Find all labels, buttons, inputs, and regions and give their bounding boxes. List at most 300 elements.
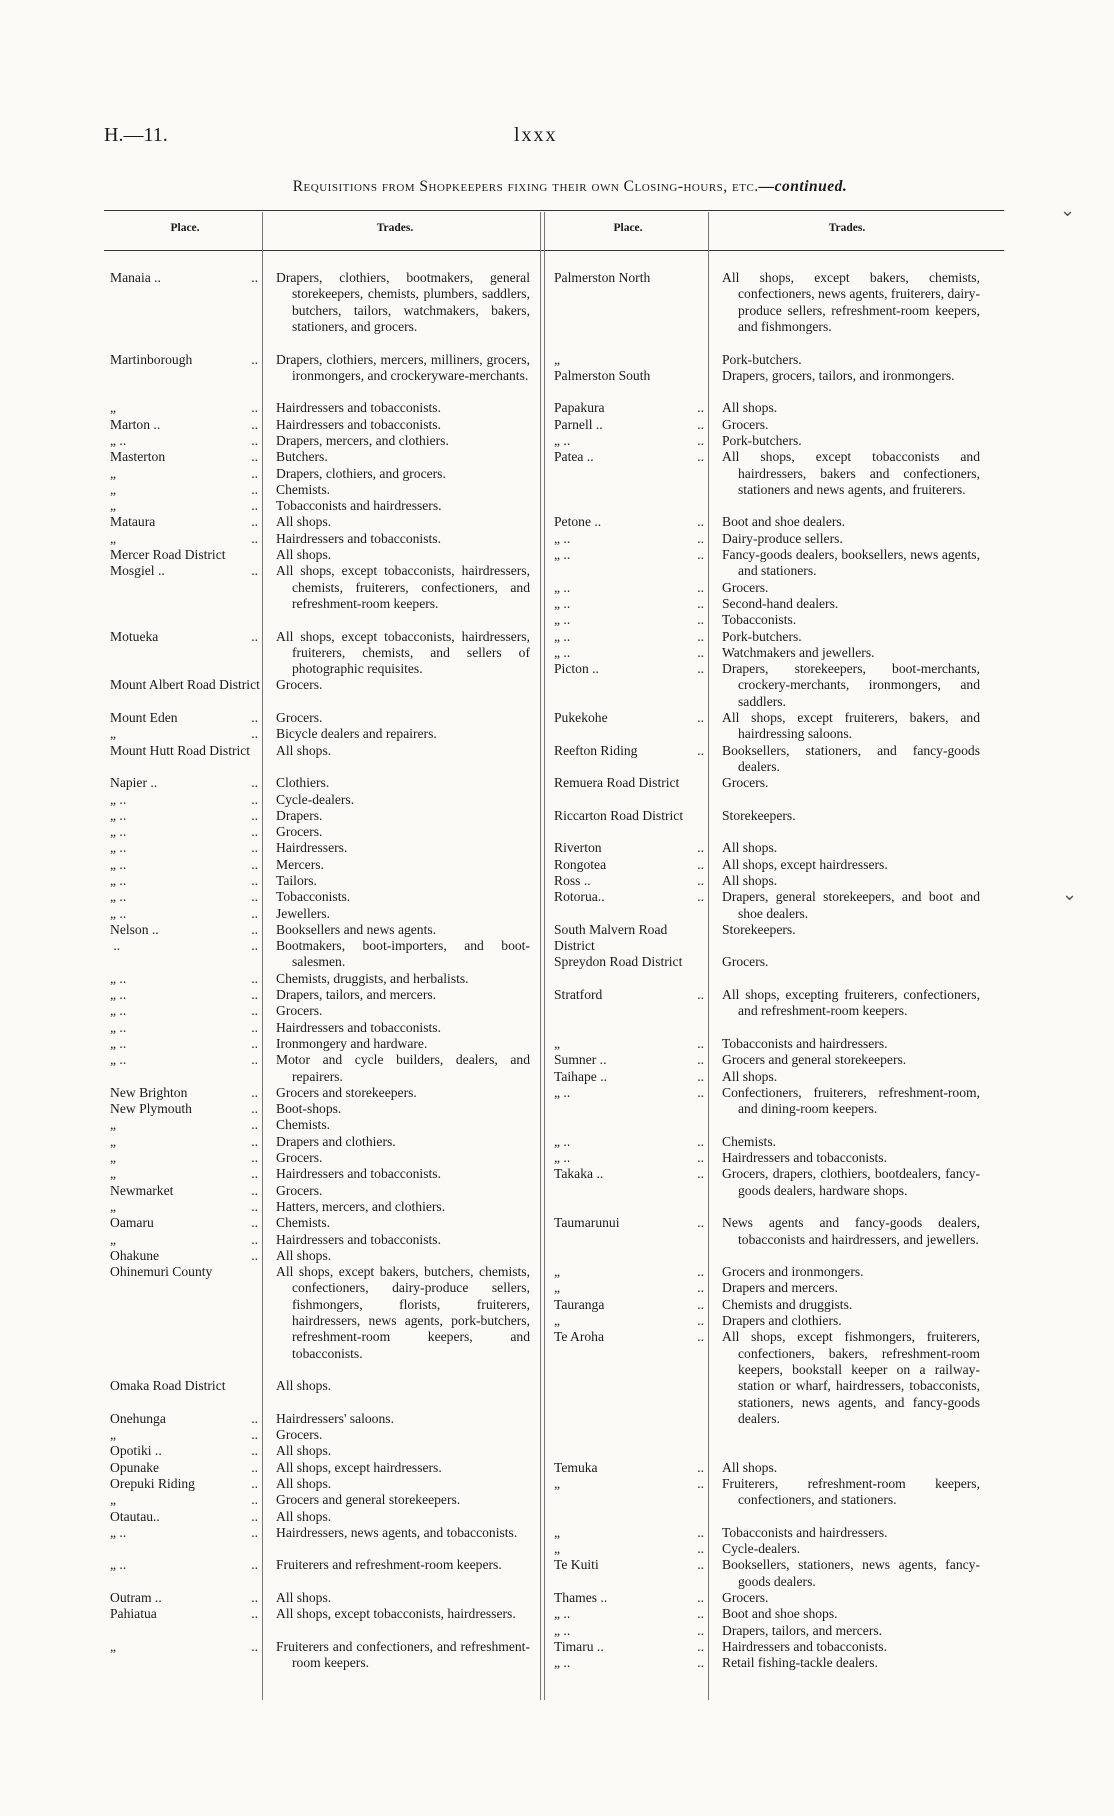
table-row (102, 824, 532, 840)
table-row (546, 661, 984, 710)
table-row (102, 906, 532, 922)
trades-cell (262, 1183, 530, 1199)
trades-cell (708, 400, 980, 416)
place-name: „ (110, 1492, 117, 1508)
trades-text: Hairdressers. (276, 840, 348, 856)
trades-text: Drapers, grocers, tailors, and ironmongers. (722, 367, 955, 383)
table-row (546, 857, 980, 873)
table-row (102, 1378, 532, 1411)
trades-cell (708, 1639, 980, 1655)
trades-cell (262, 775, 530, 791)
trades-text: Pork-butchers. (722, 432, 802, 448)
trades-text: Drapers and clothiers. (276, 1133, 396, 1149)
place-cell (102, 498, 262, 514)
table-row (102, 1606, 532, 1639)
trades-cell (708, 742, 984, 776)
trades-cell (708, 270, 984, 352)
place-cell (546, 873, 708, 889)
leader-dots: .. (251, 1019, 258, 1035)
place-cell (102, 906, 262, 922)
place-name: „ .. (110, 1019, 127, 1035)
trades-text: Drapers, mercers, and clothiers. (276, 432, 449, 448)
place-name: Tauranga (554, 1296, 605, 1312)
trades-text: All shops, excepting fruiterers, confectioners, and refreshment-room keepers. (722, 987, 984, 1019)
table-row (102, 743, 532, 776)
place-cell (102, 677, 262, 710)
leader-dots: .. (251, 1476, 258, 1491)
trades-text: Tailors. (276, 873, 317, 888)
leader-dots: .. (251, 1410, 258, 1426)
table-row (102, 352, 532, 401)
table-row (102, 1166, 532, 1182)
trades-cell (708, 433, 980, 449)
trades-cell (262, 1427, 530, 1443)
place-cell (546, 596, 708, 612)
leader-dots: .. (697, 1524, 704, 1540)
trades-cell (708, 857, 980, 873)
place-cell (102, 726, 262, 742)
leader-dots: .. (251, 1215, 258, 1231)
table-row (546, 1150, 980, 1166)
leader-dots: .. (697, 547, 704, 563)
place-name: „ (110, 1150, 117, 1166)
table-row (102, 971, 532, 987)
leader-dots: .. (251, 726, 258, 742)
table-row (102, 840, 532, 856)
table-header-rule (104, 250, 1004, 251)
place-name: Newmarket (110, 1182, 174, 1198)
place-cell (546, 1525, 708, 1541)
table-row (102, 677, 532, 710)
place-cell (546, 1557, 708, 1590)
trades-text: Second-hand dealers. (722, 595, 839, 611)
leader-dots: .. (251, 1035, 258, 1051)
place-cell (102, 1166, 262, 1182)
place-cell (102, 1427, 262, 1443)
trades-cell (708, 449, 984, 514)
place-name: Marton .. (110, 416, 161, 432)
place-name: Taihape .. (554, 1068, 608, 1084)
column-divider (540, 212, 541, 1700)
leader-dots: .. (251, 270, 258, 285)
place-cell (102, 531, 262, 547)
table-row (546, 531, 980, 547)
leader-dots: .. (251, 1508, 258, 1524)
trades-cell (262, 922, 530, 938)
trades-text: Chemists. (276, 1117, 331, 1133)
table-row (546, 368, 980, 401)
place-name: Ross .. (554, 873, 591, 888)
table-row (546, 1052, 980, 1068)
place-cell (102, 1411, 262, 1427)
trades-text: Grocers and general storekeepers. (276, 1492, 461, 1508)
place-name: Motueka (110, 628, 159, 644)
table-row (546, 1297, 980, 1313)
trades-cell (262, 792, 530, 808)
trades-cell (262, 547, 530, 563)
trades-cell (262, 1085, 530, 1101)
trades-text: Grocers and storekeepers. (276, 1084, 417, 1100)
trades-text: Butchers. (276, 449, 328, 465)
trades-text: All shops, except tobacconists and hairdressers, bakers and confectioners, stationers and news agents, and fruiterers. (722, 449, 984, 497)
leader-dots: .. (251, 856, 258, 872)
trades-cell (262, 449, 530, 465)
trades-cell (708, 922, 980, 955)
trades-cell (262, 1525, 530, 1558)
table-row (546, 954, 980, 987)
trades-text: News agents and fancy-goods dealers, tobacconists and hairdressers, and jewellers. (722, 1215, 984, 1247)
place-cell (102, 775, 262, 791)
place-name: „ (110, 726, 117, 742)
leader-dots: .. (251, 1084, 258, 1100)
place-name: Thames .. (554, 1590, 608, 1606)
place-cell (546, 1215, 708, 1264)
place-cell (102, 1378, 262, 1411)
trades-cell (708, 1460, 980, 1476)
leader-dots: .. (697, 987, 704, 1003)
leader-dots: .. (697, 1476, 704, 1491)
table-row (102, 1232, 532, 1248)
place-cell (546, 1623, 708, 1639)
trades-cell (262, 1215, 530, 1231)
trades-cell (708, 987, 984, 1036)
trades-text: Confectioners, fruiterers, refreshment-room, and dining-room keepers. (722, 1084, 984, 1117)
table-row (546, 1655, 980, 1671)
place-name: „ .. (110, 840, 127, 856)
trades-cell (262, 1476, 530, 1492)
trades-cell (262, 482, 530, 498)
trades-cell (708, 629, 980, 645)
place-cell (102, 466, 262, 482)
page-reference: H.—11. (104, 124, 168, 146)
leader-dots: .. (697, 449, 704, 465)
place-name: Opunake (110, 1459, 160, 1475)
table-row (102, 792, 532, 808)
leader-dots: .. (697, 644, 704, 660)
place-name: „ (110, 1427, 117, 1443)
place-cell (102, 1085, 262, 1101)
trades-cell (708, 840, 980, 856)
place-cell (102, 873, 262, 889)
table-row (102, 547, 532, 563)
table-row (546, 889, 984, 922)
trades-text: Fruiterers and refreshment-room keepers. (276, 1557, 502, 1573)
leader-dots: .. (251, 970, 258, 986)
leader-dots: .. (697, 628, 704, 644)
trades-cell (708, 954, 980, 987)
trades-text: All shops. (276, 1476, 332, 1491)
place-name: „ .. (110, 1524, 127, 1540)
place-name: „ (554, 1280, 561, 1296)
place-name: „ (110, 1198, 117, 1214)
trades-text: All shops, except bakers, chemists, confectioners, news agents, fruiterers, dairy-produce sellers, refreshment-room keepers, and fishmongers. (722, 270, 984, 334)
table-row (546, 1313, 980, 1329)
trades-cell (708, 1606, 980, 1622)
trades-text: Grocers. (276, 824, 323, 840)
leader-dots: .. (251, 1247, 258, 1263)
place-cell (546, 1541, 708, 1557)
trades-text: All shops. (722, 1459, 778, 1475)
trades-cell (708, 1084, 984, 1134)
table-row (102, 1134, 532, 1150)
place-cell (546, 954, 708, 987)
leader-dots: .. (251, 481, 258, 497)
leader-dots: .. (251, 1524, 258, 1540)
table-row (102, 1183, 532, 1199)
place-name: Mercer Road District (110, 547, 226, 563)
table-row (546, 742, 984, 776)
trades-cell (708, 1541, 980, 1557)
trades-text: Pork-butchers. (722, 628, 802, 644)
place-cell (102, 1248, 262, 1264)
leader-dots: .. (251, 840, 258, 856)
trades-cell (262, 466, 530, 482)
place-name: „ .. (110, 1003, 127, 1019)
place-name: „ .. (554, 1655, 571, 1671)
trades-cell (708, 1150, 980, 1166)
trades-text: Ironmongery and hardware. (276, 1035, 428, 1051)
place-cell (102, 1199, 262, 1215)
place-cell (546, 1166, 708, 1215)
table-row (546, 612, 980, 628)
place-name: „ (554, 351, 561, 367)
trades-text: All shops. (276, 514, 332, 530)
left-table-column (102, 270, 532, 1672)
trades-cell (708, 775, 980, 808)
place-cell (546, 922, 708, 955)
trades-text: Drapers, clothiers, mercers, milliners, grocers, ironmongers, and crockeryware-merchants. (276, 351, 534, 383)
margin-mark: ⌄ (1060, 200, 1076, 220)
table-row (546, 1541, 980, 1557)
trades-cell (262, 840, 530, 856)
table-row (102, 1492, 532, 1508)
place-cell (546, 580, 708, 596)
place-cell (546, 1280, 708, 1296)
place-name: „ (554, 1524, 561, 1540)
place-cell (102, 563, 262, 628)
table-row (546, 1166, 980, 1215)
trades-text: All shops, except fishmongers, fruiterers, confectioners, bakers, refreshment-room keepers, bookstall keeper on a railway-station or wharf, hairdressers, tobacconists, stationers, news agents, and fancy-goods dealers. (722, 1329, 984, 1426)
trades-cell (708, 1313, 980, 1329)
place-cell (102, 710, 262, 726)
table-row (546, 1606, 980, 1622)
trades-cell (262, 857, 530, 873)
place-cell (102, 792, 262, 808)
trades-text: Drapers and clothiers. (722, 1313, 842, 1329)
table-row (102, 889, 532, 905)
trades-cell (708, 1264, 980, 1280)
place-name: Mataura (110, 514, 156, 530)
place-cell (546, 645, 708, 661)
trades-cell (708, 1052, 980, 1068)
leader-dots: .. (697, 1150, 704, 1166)
place-name: „ .. (554, 1133, 571, 1149)
trades-text: Watchmakers and jewellers. (722, 644, 875, 660)
place-name: „ (554, 1035, 561, 1051)
trades-text: All shops. (722, 840, 778, 856)
table-row (102, 1411, 532, 1427)
place-cell (102, 840, 262, 856)
trades-text: Grocers. (722, 579, 769, 595)
leader-dots: .. (697, 1329, 704, 1345)
trades-cell (262, 987, 530, 1003)
place-cell (546, 1639, 708, 1655)
place-name: „ .. (110, 889, 127, 905)
table-row (546, 1557, 980, 1590)
table-row (102, 531, 532, 547)
place-cell (102, 1183, 262, 1199)
trades-text: Hairdressers and tobacconists. (276, 400, 441, 416)
place-cell (546, 352, 708, 368)
trades-cell (708, 596, 980, 612)
leader-dots: .. (251, 400, 258, 416)
leader-dots: .. (697, 661, 704, 677)
place-name: „ (110, 498, 117, 514)
leader-dots: .. (697, 1166, 704, 1182)
place-name: „ .. (110, 1035, 127, 1051)
place-name: Outram .. (110, 1590, 162, 1606)
place-cell (546, 1297, 708, 1313)
leader-dots: .. (697, 1215, 704, 1231)
trades-text: Mercers. (276, 856, 324, 872)
leader-dots: .. (697, 710, 704, 726)
table-row (102, 1003, 532, 1019)
trades-text: Drapers. (276, 807, 323, 823)
table-row (546, 547, 984, 580)
trades-cell (262, 808, 530, 824)
table-row (102, 1590, 532, 1606)
trades-cell (262, 726, 530, 742)
place-name: Omaka Road District (110, 1378, 226, 1394)
leader-dots: .. (697, 1606, 704, 1622)
trades-text: Grocers. (276, 1150, 323, 1166)
table-row (102, 482, 532, 498)
trades-cell (262, 1264, 534, 1378)
trades-text: All shops. (276, 1378, 332, 1394)
leader-dots: .. (697, 1638, 704, 1654)
left-place-header: Place. (170, 222, 200, 234)
leader-dots: .. (697, 530, 704, 546)
trades-text: Drapers, tailors, and mercers. (276, 987, 437, 1003)
leader-dots: .. (251, 1198, 258, 1214)
trades-cell (262, 873, 530, 889)
trades-text: All shops. (722, 400, 778, 416)
place-cell (102, 1476, 262, 1492)
leader-dots: .. (251, 921, 258, 937)
table-row (546, 1476, 984, 1525)
place-name: Picton .. (554, 661, 599, 677)
place-name: „ .. (554, 595, 571, 611)
place-name: „ .. (110, 1557, 127, 1573)
place-cell (546, 710, 708, 743)
place-cell (546, 743, 708, 776)
place-name: „ (554, 1313, 561, 1329)
trades-cell (708, 1134, 980, 1150)
table-row (546, 1280, 980, 1296)
place-cell (102, 1590, 262, 1606)
place-cell (102, 1443, 262, 1459)
place-cell (102, 514, 262, 530)
table-row (546, 1084, 984, 1134)
trades-cell (262, 1003, 530, 1019)
place-name: „ .. (554, 612, 571, 628)
place-name: Mosgiel .. (110, 563, 165, 579)
right-table-column (546, 270, 984, 1672)
leader-dots: .. (697, 1052, 704, 1068)
leader-dots: .. (251, 1003, 258, 1019)
place-cell (102, 1460, 262, 1476)
table-row (102, 1101, 532, 1117)
trades-cell (262, 400, 530, 416)
place-cell (102, 1036, 262, 1052)
trades-cell (708, 1215, 984, 1264)
trades-text: All shops, except tobacconists, hairdressers, chemists, fruiterers, confectioners, and refreshment-room keepers. (276, 563, 534, 611)
leader-dots: .. (251, 1052, 258, 1068)
table-row (102, 857, 532, 873)
leader-dots: .. (251, 465, 258, 481)
leader-dots: .. (251, 1492, 258, 1508)
title-suffix: —continued. (758, 178, 848, 195)
place-cell (102, 743, 262, 776)
trades-cell (262, 1036, 530, 1052)
leader-dots: .. (697, 400, 704, 416)
place-cell (546, 433, 708, 449)
trades-text: Tobacconists. (276, 889, 351, 905)
place-name: „ .. (554, 644, 571, 660)
trades-text: Grocers. (722, 954, 769, 970)
trades-cell (262, 1411, 530, 1427)
place-cell (102, 1117, 262, 1133)
trades-text: All shops, except fruiterers, bakers, and hairdressing saloons. (722, 710, 984, 742)
table-row (546, 1036, 980, 1052)
trades-cell (262, 1020, 530, 1036)
trades-cell (262, 417, 530, 433)
table-row (546, 596, 980, 612)
leader-dots: .. (697, 1557, 704, 1573)
trades-text: All shops. (722, 873, 778, 888)
place-name: Parnell .. (554, 416, 603, 432)
trades-cell (262, 710, 530, 726)
trades-text: Hairdressers' saloons. (276, 1410, 394, 1426)
trades-cell (708, 1476, 984, 1525)
table-row (546, 1639, 980, 1655)
trades-text: Grocers. (722, 416, 769, 432)
place-name: „ (110, 530, 117, 546)
trades-text: Storekeepers. (722, 807, 796, 823)
trades-text: Jewellers. (276, 905, 330, 921)
leader-dots: .. (697, 856, 704, 872)
trades-text: Grocers. (722, 775, 769, 791)
title-main: Requisitions from Shopkeepers fixing their own Closing-hours, etc. (292, 178, 759, 195)
trades-cell (262, 1639, 530, 1672)
table-row (102, 710, 532, 726)
trades-text: Storekeepers. (722, 921, 796, 937)
trades-text: Grocers. (276, 1003, 323, 1019)
trades-text: All shops. (276, 742, 332, 758)
trades-text: Hairdressers and tobacconists. (276, 1231, 441, 1247)
trades-text: Chemists. (276, 481, 331, 497)
trades-text: Dairy-produce sellers. (722, 530, 843, 546)
table-row (546, 922, 980, 955)
leader-dots: .. (251, 1101, 258, 1117)
leader-dots: .. (251, 791, 258, 807)
place-cell (102, 417, 262, 433)
leader-dots: .. (251, 563, 258, 579)
leader-dots: .. (251, 1459, 258, 1475)
trades-text: Fruiterers and confectioners, and refreshment-room keepers. (276, 1638, 530, 1671)
trades-text: All shops. (276, 1590, 332, 1606)
place-name: Stratford (554, 987, 603, 1003)
